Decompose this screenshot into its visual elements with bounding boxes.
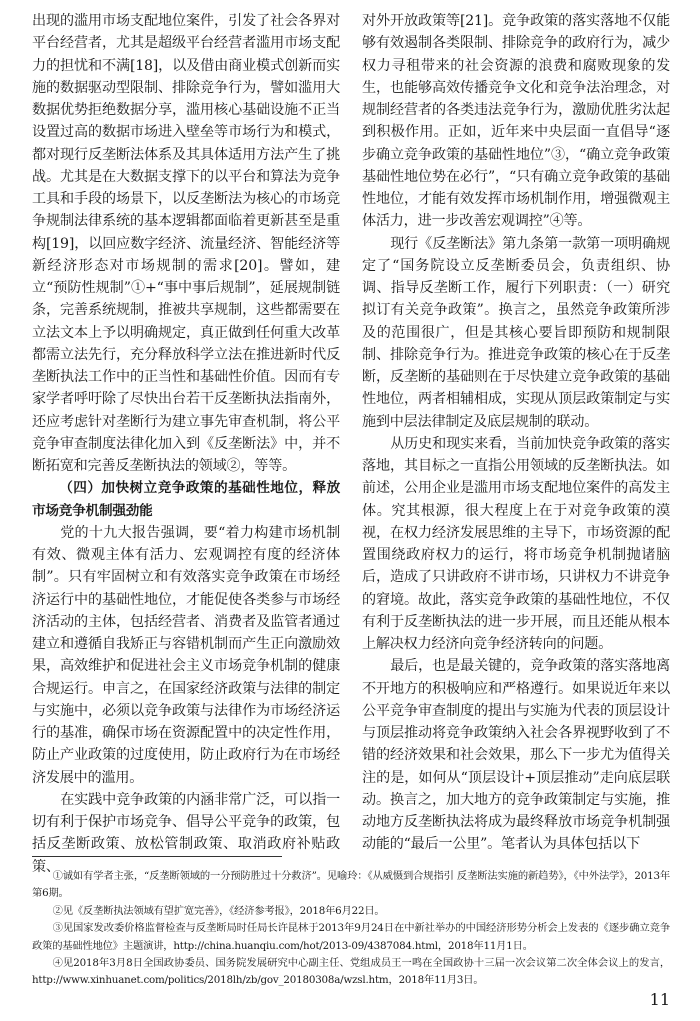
paragraph: 现行《反垄断法》第九条第一款第一项明确规定了“国务院设立反垄断委员会，负责组织、协调、指导反垄断工作，履行下列职责：（一）研究拟订有关竞争政策”。换言之，虽然竞争政策所涉及的范围很广，但是其核心要旨即预防和规制限制、排除竞争行为。推进竞争政策的核心在于反垄断，反垄断的基础则在于尽快建立竞争政策的基础性地位，两者相辅相成，实现从顶层政策制定与实施到中层法律制定及底层规制的联动。	[362, 235, 670, 430]
paragraph: 出现的滥用市场支配地位案件，引发了社会各界对平台经营者，尤其是超级平台经营者滥用市场支配力的担忧和不满[18]，以及借由商业模式创新而实施的数据驱动型限制、排除竞争行为，譬如滥用大数据优势拒绝数据分享，滥用核心基础设施不正当设置过高的数据市场进入壁垒等市场行为和模式，都对现行反垄断法体系及其具体适用方法产生了挑战。尤其是在大数据支撑下的以平台和算法为竞争工具和手段的场景下，以反垄断法为核心的市场竞争规制法律系统的基本逻辑都面临着更新甚至是重构[19]，以回应数字经济、流量经济、智能经济等新经济形态对市场规制的需求[20]。譬如，建立“预防性规制”①+“事中事后规制”，延展规制链条，完善系统规制，推被共享规制，这些都需要在立法文本上予以明确规定，真正做到任何重大改革都需立法先行，充分释放科学立法在推进新时代反垄断执法工作中的正当性和基础性价值。因而有专家学者呼吁除了尽快出台若干反垄断执法指南外，还应考虑针对垄断行为建立事先审查机制，将公平竞争审查制度法律化加入到《反垄断法》中，并不断拓宽和完善反垄断执法的领域②，等等。	[32, 13, 340, 474]
left-column	[32, 10, 340, 878]
footnote: ④见2018年3月8日全国政协委员、国务院发展研究中心副主任、党组成员王一鸣在全国政协十三届一次会议第二次全体会议上的发言，http://www.xinhuanet.com/politics/2018lh/zb/gov_20180308a/wzsl.htm，2018年11月3日。	[32, 957, 670, 987]
paragraph: 从历史和现实来看，当前加快竞争政策的落实落地，其目标之一直指公用领域的反垄断执法。如前述，公用企业是滥用市场支配地位案件的高发主体。究其根源，很大程度上在于对竞争政策的漠视，在权力经济发展思维的主导下，市场资源的配置围绕政府权力的运行，将市场竞争机制抛诸脑后，造成了只讲政府不讲市场，只讲权力不讲竞争的窘境。故此，落实竞争政策的基础性地位，不仅有利于反垄断执法的进一步开展，而且还能从根本上解决权力经济向竞争经济转向的问题。	[362, 435, 670, 652]
paragraph: 在实践中竞争政策的内涵非常广泛，可以指一切有利于保护市场竞争、倡导公平竞争的政策，包括反垄断政策、放松管制政策、取消政府补贴政策、	[32, 791, 340, 875]
section-heading: （四）加快树立竞争政策的基础性地位，释放市场竞争机制强劲能	[32, 480, 340, 519]
paragraph: 最后，也是最关键的，竞争政策的落实落地离不开地方的积极响应和严格遵行。如果说近年来以公平竞争审查制度的提出与实施为代表的顶层设计与顶层推动将竞争政策纳入社会各界视野收到了不错的经济效果和社会效果，那么下一步尤为值得关注的是，如何从“顶层设计+顶层推动”走向底层联动。换言之，加大地方的竞争政策制定与实施，推动地方反垄断执法将成为最终释放市场竞争机制强动能的“最后一公里”。笔者认为具体包括以下	[362, 658, 670, 853]
footnote: ③见国家发改委价格监督检查与反垄断局时任局长许昆林于2013年9月24日在中新社举办的中国经济形势分析会上发表的《逐步确立竞争政策的基础性地位》主题演讲，http://china.huanqiu.com/hot/2013-09/4387084.html，2018年11月1日。	[32, 922, 670, 952]
paragraph: 对外开放政策等[21]。竞争政策的落实落地不仅能够有效遏制各类限制、排除竞争的政府行为，减少权力寻租带来的社会资源的浪费和腐败现象的发生，也能够高效传播竞争文化和竞争法治理念，对规制经营者的各类违法竞争行为，激励优胜劣汰起到积极作用。正如，近年来中央层面一直倡导“逐步确立竞争政策的基础性地位”③，“确立竞争政策基础性地位势在必行”，“只有确立竞争政策的基础性地位，才能有效发挥市场机制作用，增强微观主体活力，进一步改善宏观调控”④等。	[362, 13, 670, 230]
footnotes	[32, 868, 670, 990]
footnote: ①诚如有学者主张，“反垄断领域的一分预防胜过十分救济”。见喻玲：《从威慑到合规指引 反垄断法实施的新趋势》，《中外法学》，2013年第6期。	[32, 870, 670, 900]
page-number: 11	[649, 990, 670, 1009]
right-column	[362, 10, 670, 856]
footnote-divider	[32, 856, 282, 857]
footnote: ②见《反垄断执法领域有望扩宽完善》，《经济参考报》，2018年6月22日。	[52, 904, 385, 917]
paragraph: 党的十九大报告强调，要“着力构建市场机制有效、微观主体有活力、宏观调控有度的经济体制”。只有牢固树立和有效落实竞争政策在市场经济运行中的基础性地位，才能促使各类参与市场经济活动的主体，包括经营者、消费者及监管者通过建立和遵循自我矫正与容错机制而产生正向激励效果，高效维护和促进社会主义市场竞争机制的健康合规运行。申言之，在国家经济政策与法律的制定与实施中，必须以竞争政策与法律作为市场经济运行的基准，确保市场在资源配置中的决定性作用，防止产业政策的过度使用，防止政府行为在市场经济发展中的滥用。	[32, 524, 340, 786]
